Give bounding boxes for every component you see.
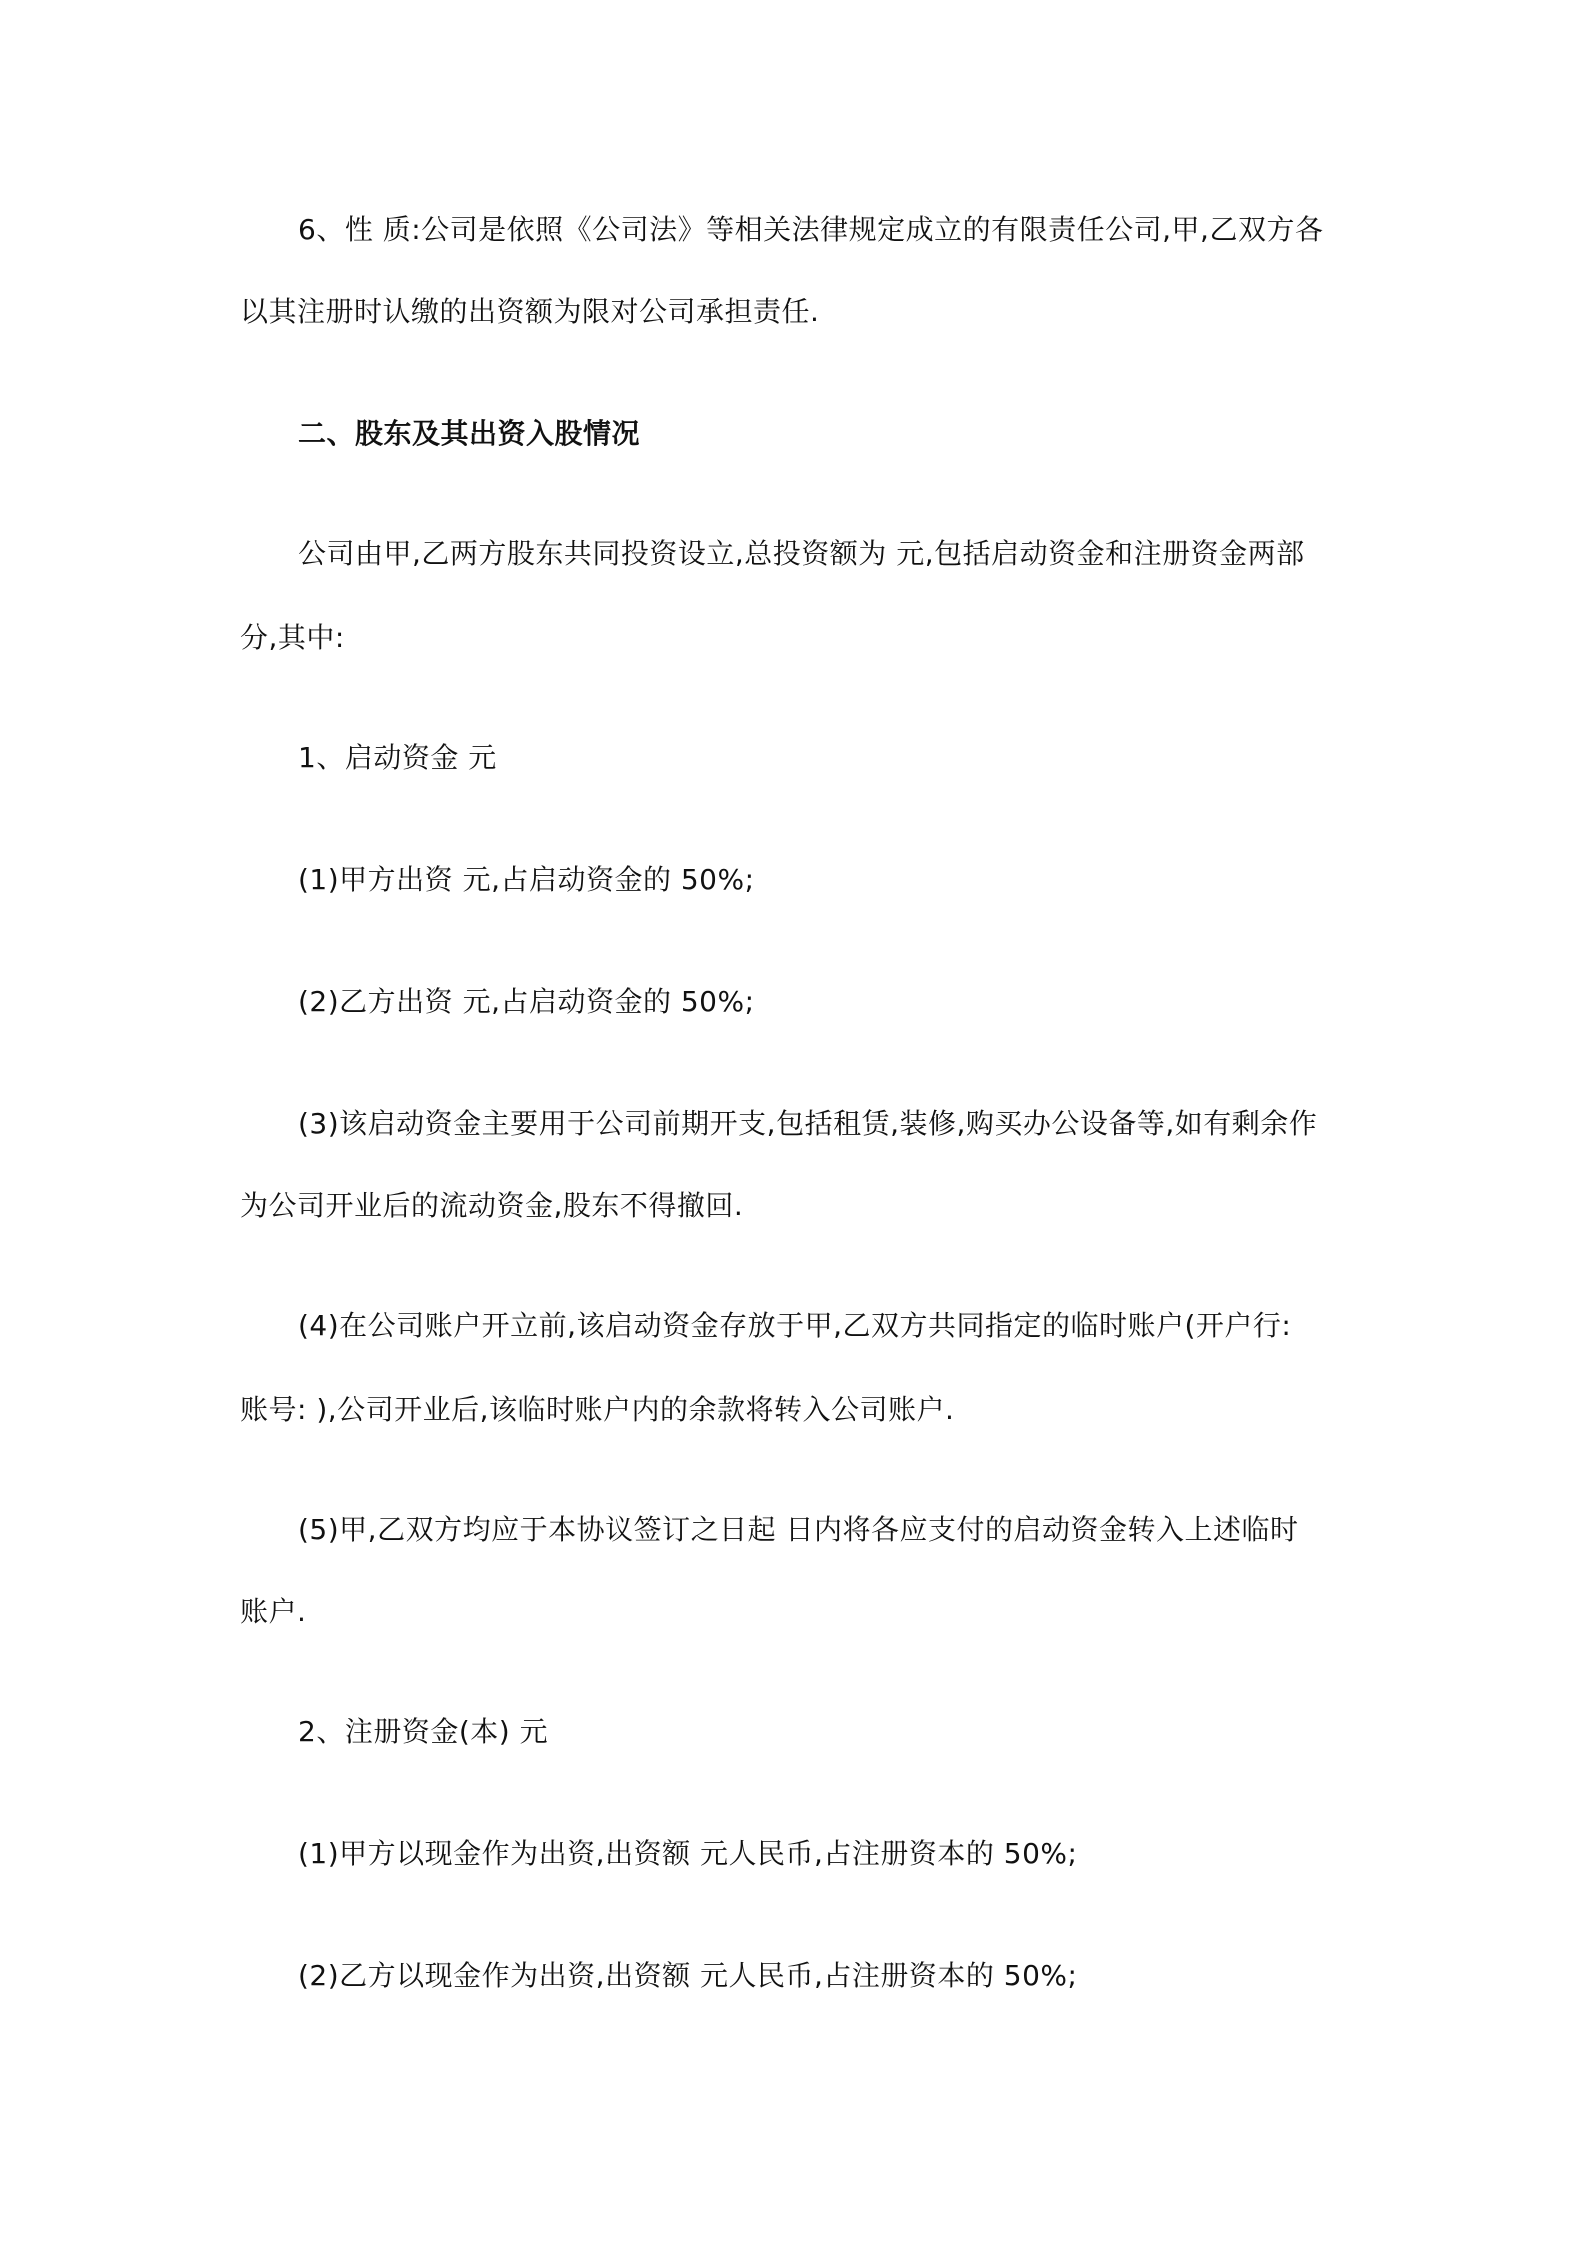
intro-line-1: 公司由甲,乙两方股东共同投资设立,总投资额为 元,包括启动资金和注册资金两部 [298,537,1305,570]
startup-clause-5-line-1: (5)甲,乙双方均应于本协议签订之日起 日内将各应支付的启动资金转入上述临时 [298,1513,1299,1546]
registered-capital-heading: 2、注册资金(本) 元 [298,1715,549,1748]
startup-clause-4-line-2: 账号: ),公司开业后,该临时账户内的余款将转入公司账户. [240,1393,955,1426]
startup-clause-3-line-2: 为公司开业后的流动资金,股东不得撤回. [240,1189,744,1222]
startup-clause-4-line-1: (4)在公司账户开立前,该启动资金存放于甲,乙双方共同指定的临时账户(开户行: [298,1309,1292,1342]
item6-line-2: 以其注册时认缴的出资额为限对公司承担责任. [240,295,820,328]
startup-clause-1: (1)甲方出资 元,占启动资金的 50%; [298,863,755,896]
startup-clause-3-line-1: (3)该启动资金主要用于公司前期开支,包括租赁,装修,购买办公设备等,如有剩余作 [298,1107,1318,1140]
section-heading: 二、股东及其出资入股情况 [298,417,641,450]
intro-line-2: 分,其中: [240,621,345,654]
registered-clause-2: (2)乙方以现金作为出资,出资额 元人民币,占注册资本的 50%; [298,1959,1078,1992]
startup-clause-2: (2)乙方出资 元,占启动资金的 50%; [298,985,755,1018]
startup-capital-heading: 1、启动资金 元 [298,741,497,774]
registered-clause-1: (1)甲方以现金作为出资,出资额 元人民币,占注册资本的 50%; [298,1837,1078,1870]
startup-clause-5-line-2: 账户. [240,1595,307,1628]
item6-line-1: 6、性 质:公司是依照《公司法》等相关法律规定成立的有限责任公司,甲,乙双方各 [298,213,1324,246]
